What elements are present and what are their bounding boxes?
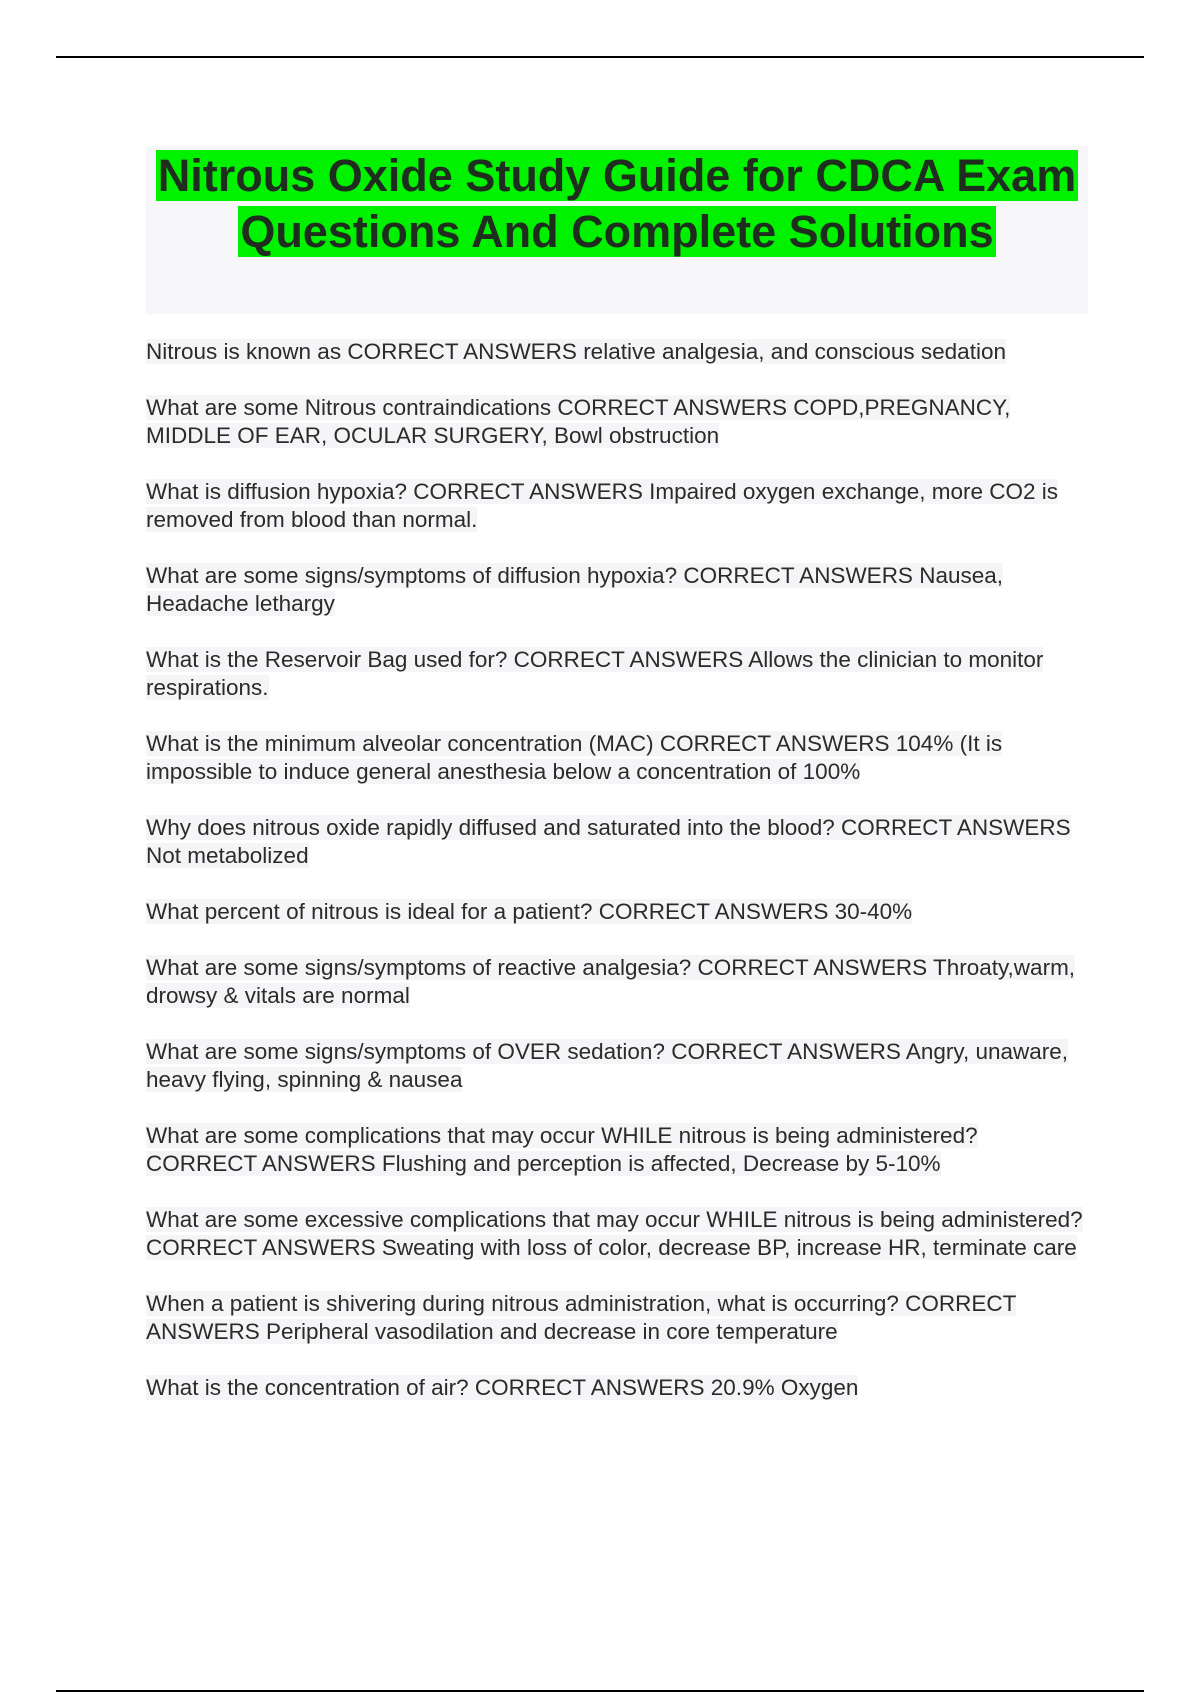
qa-item-text: Why does nitrous oxide rapidly diffused and saturated into the blood? CORRECT ANSWERS Not metabolized bbox=[146, 815, 1071, 868]
qa-item-text: What are some excessive complications that may occur WHILE nitrous is being administered? CORRECT ANSWERS Sweating with loss of color, decrease BP, increase HR, terminate care bbox=[146, 1207, 1083, 1260]
qa-item-text: What are some signs/symptoms of reactive analgesia? CORRECT ANSWERS Throaty,warm, drowsy & vitals are normal bbox=[146, 955, 1076, 1008]
header-rule bbox=[56, 56, 1144, 58]
qa-item bbox=[146, 1122, 1092, 1178]
qa-list bbox=[146, 338, 1092, 1430]
qa-item-text: What is the minimum alveolar concentration (MAC) CORRECT ANSWERS 104% (It is impossible to induce general anesthesia below a concentration of 100% bbox=[146, 731, 1003, 784]
qa-item-text: What are some Nitrous contraindications CORRECT ANSWERS COPD,PREGNANCY, MIDDLE OF EAR, OCULAR SURGERY, Bowl obstruction bbox=[146, 395, 1011, 448]
qa-item bbox=[146, 898, 1092, 926]
qa-item bbox=[146, 1374, 1092, 1402]
qa-item bbox=[146, 338, 1092, 366]
qa-item bbox=[146, 1290, 1092, 1346]
qa-item-text: Nitrous is known as CORRECT ANSWERS relative analgesia, and conscious sedation bbox=[146, 339, 1006, 364]
qa-item-text: What is the Reservoir Bag used for? CORRECT ANSWERS Allows the clinician to monitor respirations. bbox=[146, 647, 1044, 700]
qa-item-text: What are some signs/symptoms of OVER sedation? CORRECT ANSWERS Angry, unaware, heavy flying, spinning & nausea bbox=[146, 1039, 1069, 1092]
qa-item bbox=[146, 562, 1092, 618]
qa-item bbox=[146, 478, 1092, 534]
qa-item bbox=[146, 646, 1092, 702]
qa-item bbox=[146, 730, 1092, 786]
qa-item-text: What are some complications that may occur WHILE nitrous is being administered? CORRECT ANSWERS Flushing and perception is affected, Decrease by 5-10% bbox=[146, 1123, 978, 1176]
qa-item-text: What are some signs/symptoms of diffusion hypoxia? CORRECT ANSWERS Nausea, Headache lethargy bbox=[146, 563, 1003, 616]
qa-item bbox=[146, 394, 1092, 450]
qa-item-text: What percent of nitrous is ideal for a patient? CORRECT ANSWERS 30-40% bbox=[146, 899, 913, 924]
qa-item bbox=[146, 1038, 1092, 1094]
qa-item bbox=[146, 954, 1092, 1010]
qa-item-text: What is the concentration of air? CORRECT ANSWERS 20.9% Oxygen bbox=[146, 1375, 859, 1400]
footer-rule bbox=[56, 1690, 1144, 1692]
qa-item-text: What is diffusion hypoxia? CORRECT ANSWERS Impaired oxygen exchange, more CO2 is removed from blood than normal. bbox=[146, 479, 1059, 532]
title-block bbox=[146, 146, 1088, 314]
document-title: Nitrous Oxide Study Guide for CDCA Exam Questions And Complete Solutions bbox=[157, 150, 1077, 257]
qa-item bbox=[146, 814, 1092, 870]
qa-item bbox=[146, 1206, 1092, 1262]
qa-item-text: When a patient is shivering during nitrous administration, what is occurring? CORRECT ANSWERS Peripheral vasodilation and decrease in core temperature bbox=[146, 1291, 1017, 1344]
